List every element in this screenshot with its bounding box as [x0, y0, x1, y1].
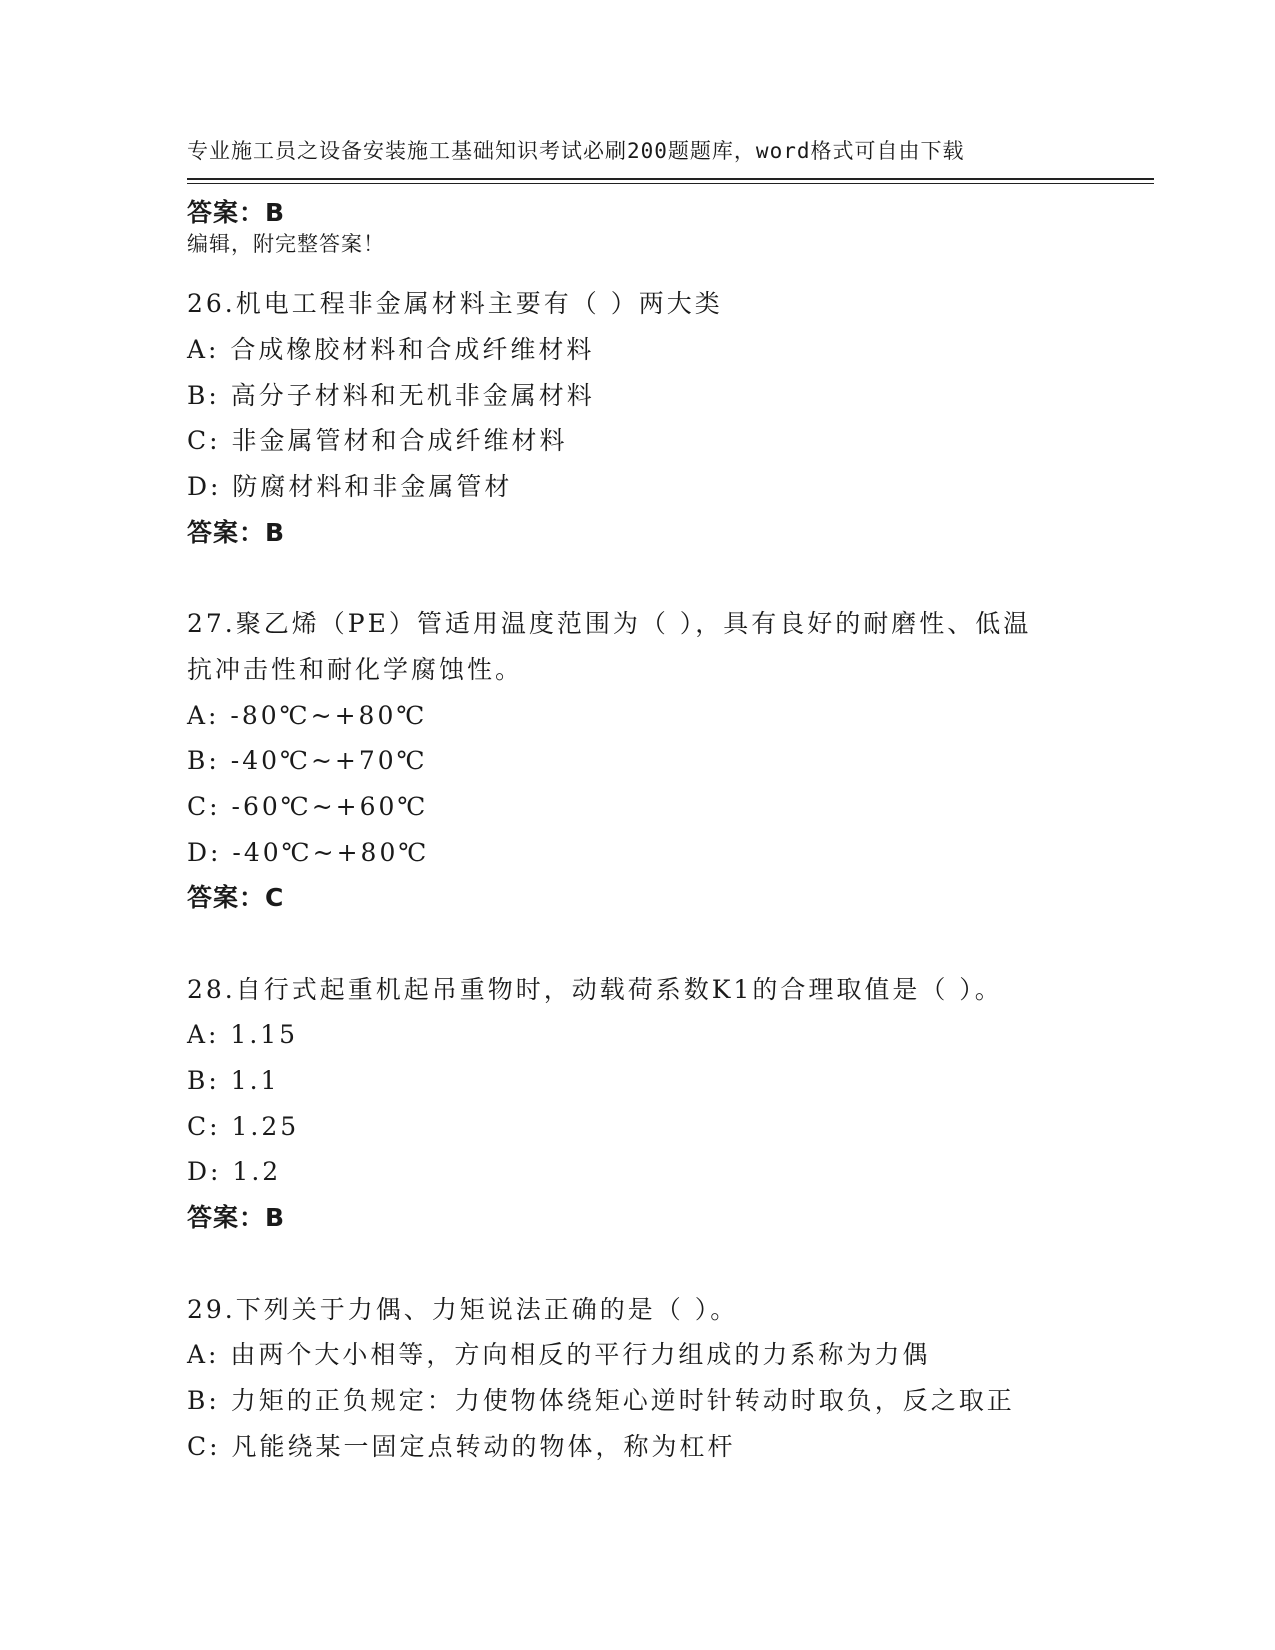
question-27-text-line-2: 抗冲击性和耐化学腐蚀性。: [187, 654, 524, 684]
question-28: [187, 967, 1087, 1241]
question-29: [187, 1287, 1087, 1470]
question-26: [187, 281, 1087, 555]
spacer: [187, 236, 1087, 282]
question-27-text-line-1: 27.聚乙烯（PE）管适用温度范围为（ ），具有良好的耐磨性、低温: [187, 609, 1032, 639]
question-28-text: 28.自行式起重机起吊重物时，动载荷系数K1的合理取值是（ ）。: [187, 974, 1003, 1004]
question-28-option-a: A: 1.15: [187, 1020, 299, 1050]
question-27-option-a: A: -80℃~+80℃: [187, 700, 428, 730]
question-27-option-b: B: -40℃~+70℃: [187, 746, 428, 776]
spacer: [187, 921, 1087, 967]
header-divider-thin: [187, 183, 1154, 184]
question-27: [187, 601, 1087, 921]
question-27-option-d: D: -40℃~+80℃: [187, 837, 430, 867]
question-26-answer: 答案：B: [187, 517, 286, 547]
spacer: [187, 1241, 1087, 1287]
question-26-option-c: C: 非金属管材和合成纤维材料: [187, 426, 568, 456]
answer-previous: 答案：B: [187, 198, 286, 227]
question-29-option-c: C: 凡能绕某一固定点转动的物体，称为杠杆: [187, 1431, 736, 1461]
spacer: [187, 556, 1087, 602]
header-divider-thick: [187, 178, 1154, 180]
question-29-option-a: A: 由两个大小相等，方向相反的平行力组成的力系称为力偶: [187, 1340, 931, 1370]
question-28-answer: 答案：B: [187, 1203, 286, 1233]
question-28-option-d: D: 1.2: [187, 1157, 282, 1187]
question-27-option-c: C: -60℃~+60℃: [187, 791, 429, 821]
header-line-2: 编辑，附完整答案！: [187, 232, 385, 256]
question-26-option-a: A: 合成橡胶材料和合成纤维材料: [187, 335, 595, 365]
question-26-text: 26.机电工程非金属材料主要有（ ）两大类: [187, 289, 723, 319]
question-26-option-d: D: 防腐材料和非金属管材: [187, 472, 513, 502]
question-29-option-b: B: 力矩的正负规定：力使物体绕矩心逆时针转动时取负，反之取正: [187, 1385, 1015, 1415]
header-line-1: 专业施工员之设备安装施工基础知识考试必刷200题题库，word格式可自由下载: [187, 139, 965, 163]
question-29-text: 29.下列关于力偶、力矩说法正确的是（ ）。: [187, 1294, 739, 1324]
question-28-option-c: C: 1.25: [187, 1111, 300, 1141]
question-list: [187, 190, 1087, 1469]
question-28-option-b: B: 1.1: [187, 1066, 280, 1096]
question-26-option-b: B: 高分子材料和无机非金属材料: [187, 380, 595, 410]
question-27-answer: 答案：C: [187, 883, 285, 913]
